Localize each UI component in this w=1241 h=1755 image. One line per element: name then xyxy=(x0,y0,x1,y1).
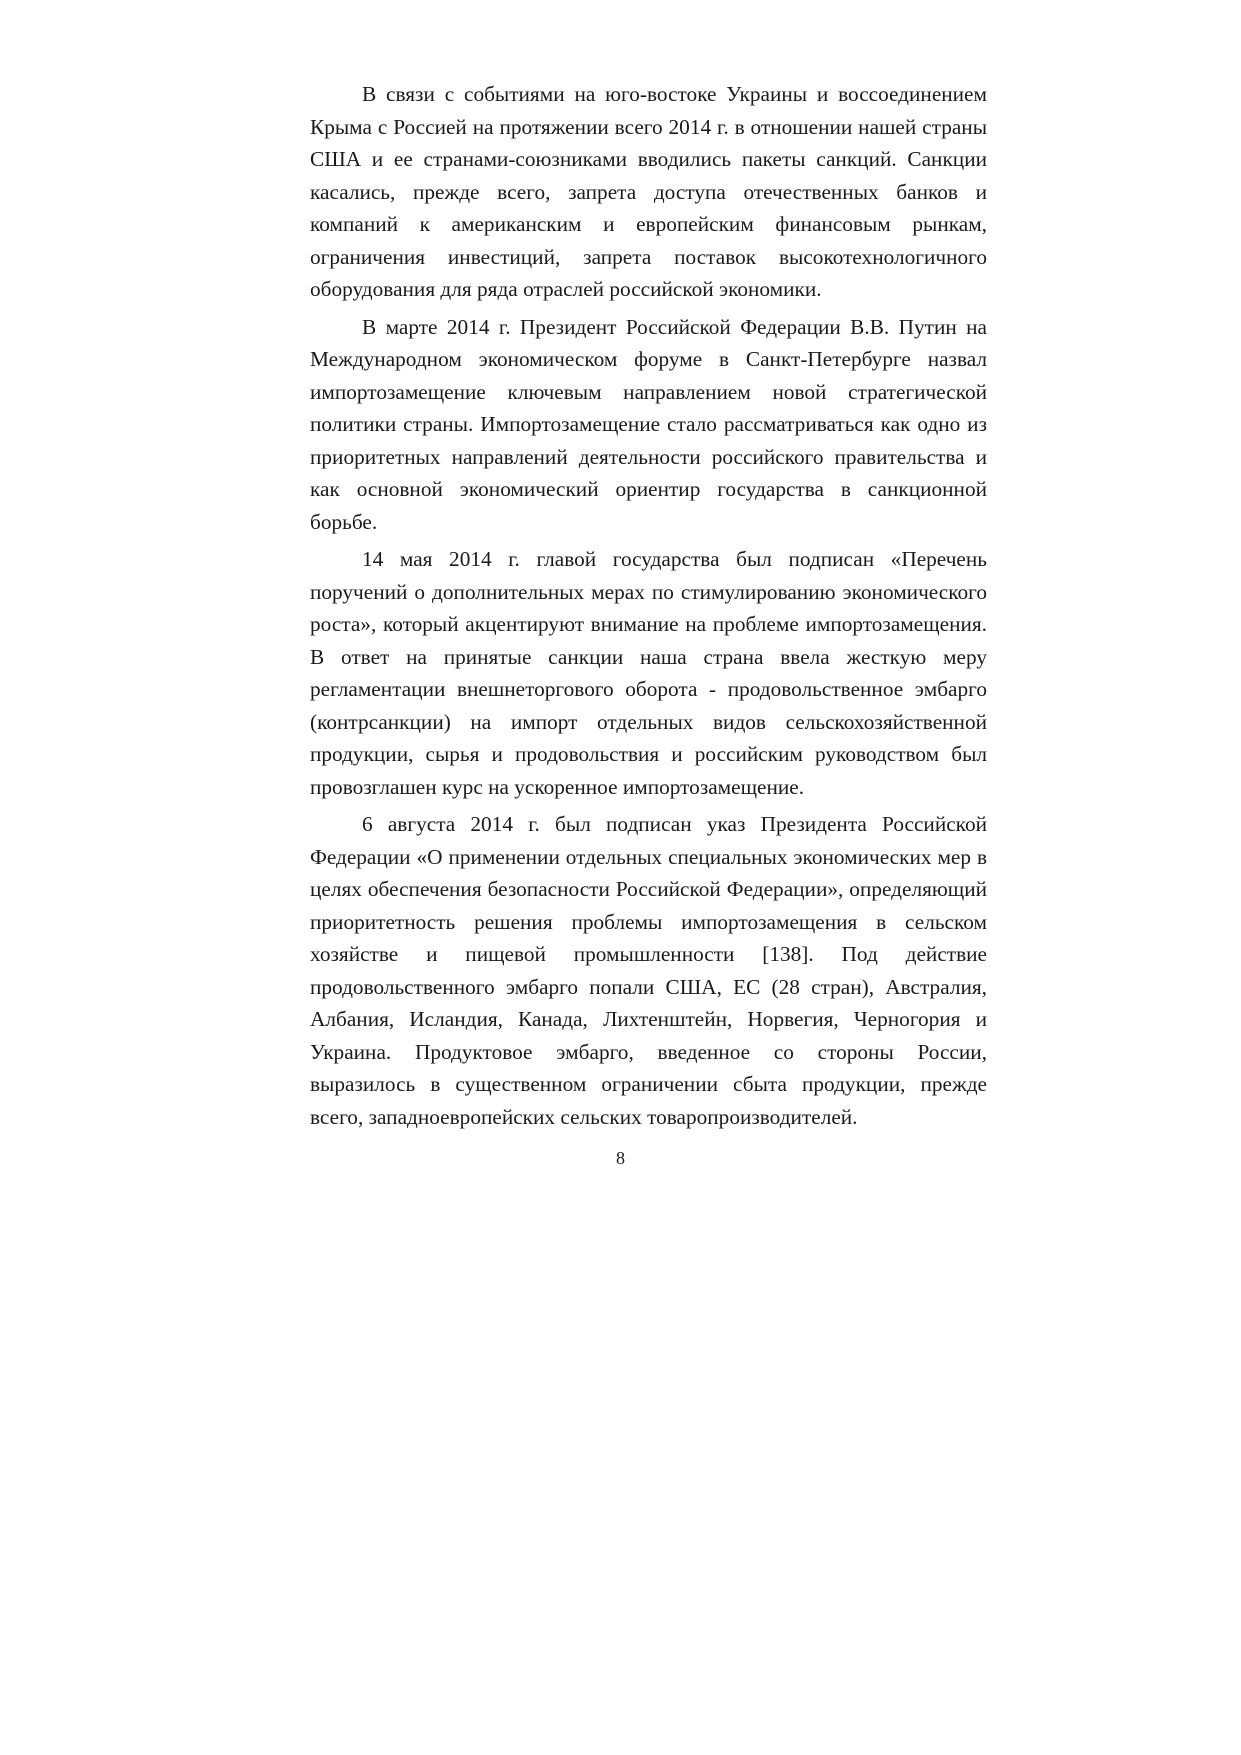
paragraph-1: В связи с событиями на юго-востоке Украины и воссоединением Крыма с Россией на протяжении всего 2014 г. в отношении нашей страны США и ее странами-союзниками вводились пакеты санкций. Санкции касались, прежде всего, запрета доступа отечественных банков и компаний к американским и европейским финансовым рынкам, ограничения инвестиций, запрета поставок высокотехнологичного оборудования для ряда отраслей российской экономики. xyxy=(310,82,987,301)
paragraph-4: 6 августа 2014 г. был подписан указ Президента Российской Федерации «О применении отдельных специальных экономических мер в целях обеспечения безопасности Российской Федерации», определяющий приоритетность решения проблемы импортозамещения в сельском хозяйстве и пищевой промышленности [138]. Под действие продовольственного эмбарго попали США, ЕС (28 стран), Австралия, Албания, Исландия, Канада, Лихтенштейн, Норвегия, Черногория и Украина. Продуктовое эмбарго, введенное со стороны России, выразилось в существенном ограничении сбыта продукции, прежде всего, западноевропейских сельских товаропроизводителей. xyxy=(310,812,987,1129)
paragraph-3: 14 мая 2014 г. главой государства был подписан «Перечень поручений о дополнительных мерах по стимулированию экономического роста», который акцентируют внимание на проблеме импортозамещения. В ответ на принятые санкции наша страна ввела жесткую меру регламентации внешнеторгового оборота - продовольственное эмбарго (контрсанкции) на импорт отдельных видов сельскохозяйственной продукции, сырья и продовольствия и российским руководством был провозглашен курс на ускоренное импортозамещение. xyxy=(310,547,987,799)
paragraph-2: В марте 2014 г. Президент Российской Федерации В.В. Путин на Международном экономическом форуме в Санкт-Петербурге назвал импортозамещение ключевым направлением новой стратегической политики страны. Импортозамещение стало рассматриваться как одно из приоритетных направлений деятельности российского правительства и как основной экономический ориентир государства в санкционной борьбе. xyxy=(310,314,987,534)
page-number: 8 xyxy=(616,1148,625,1168)
body-text xyxy=(310,78,987,1138)
